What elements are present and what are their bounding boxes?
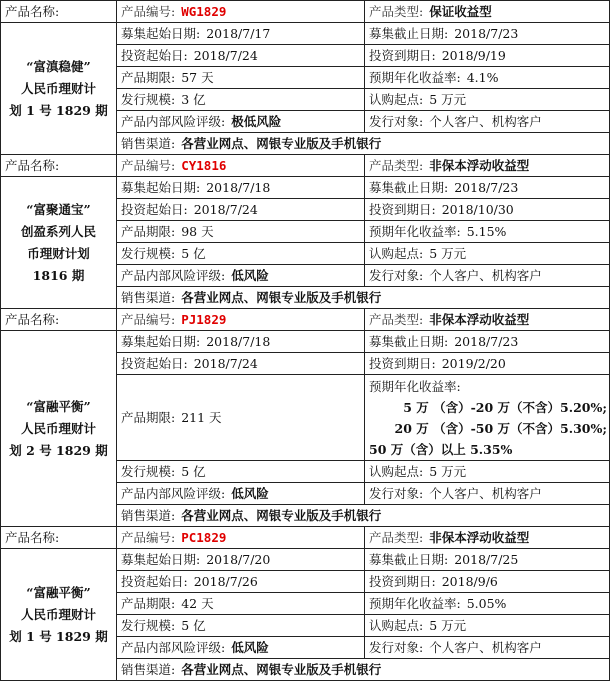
yield-cell: 预期年化收益率: 5 万 （含）-20 万（不含）5.20%; 20 万 （含）-50 万（不含）5.30%; 50 万（含）以上 5.35%	[365, 375, 610, 461]
product-type: 非保本浮动收益型	[429, 157, 530, 173]
product-type: 非保本浮动收益型	[429, 311, 530, 327]
product-block-1	[1, 1, 610, 155]
risk-cell: 产品内部风险评级: 极低风险	[117, 111, 365, 133]
product-code: CY1816	[181, 157, 227, 173]
min-buy-cell: 认购起点: 5 万元	[365, 461, 610, 483]
product-type-cell: 产品类型: 非保本浮动收益型	[365, 527, 610, 549]
product-block-3	[1, 309, 610, 527]
risk-cell: 产品内部风险评级: 低风险	[117, 265, 365, 287]
product-type: 非保本浮动收益型	[429, 529, 530, 545]
product-code-cell: 产品编号: CY1816	[117, 155, 365, 177]
product-code-cell: 产品编号: PJ1829	[117, 309, 365, 331]
term-cell: 产品期限: 98 天	[117, 221, 365, 243]
channel-cell: 销售渠道: 各营业网点、网银专业版及手机银行	[117, 659, 610, 681]
product-code: PC1829	[181, 529, 227, 545]
raise-end-cell: 募集截止日期: 2018/7/25	[365, 549, 610, 571]
raise-end-cell: 募集截止日期: 2018/7/23	[365, 331, 610, 353]
scale-cell: 发行规模: 5 亿	[117, 461, 365, 483]
min-buy-cell: 认购起点: 5 万元	[365, 615, 610, 637]
table-row	[1, 1, 610, 23]
risk-cell: 产品内部风险评级: 低风险	[117, 483, 365, 505]
invest-end-cell: 投资到期日: 2018/9/6	[365, 571, 610, 593]
invest-end-cell: 投资到期日: 2019/2/20	[365, 353, 610, 375]
product-name-label: 产品名称:	[1, 1, 117, 23]
table-row	[1, 155, 610, 177]
product-name-label: 产品名称:	[1, 155, 117, 177]
product-code-cell: 产品编号: PC1829	[117, 527, 365, 549]
min-buy-cell: 认购起点: 5 万元	[365, 243, 610, 265]
table-row	[1, 527, 610, 549]
table-row	[1, 23, 610, 45]
target-cell: 发行对象: 个人客户、机构客户	[365, 111, 610, 133]
target-cell: 发行对象: 个人客户、机构客户	[365, 265, 610, 287]
scale-cell: 发行规模: 5 亿	[117, 243, 365, 265]
product-block-2	[1, 155, 610, 309]
term-cell: 产品期限: 57 天	[117, 67, 365, 89]
risk-cell: 产品内部风险评级: 低风险	[117, 637, 365, 659]
invest-start-cell: 投资起始日: 2018/7/24	[117, 45, 365, 67]
raise-end-cell: 募集截止日期: 2018/7/23	[365, 177, 610, 199]
product-block-4	[1, 527, 610, 681]
product-type: 保证收益型	[429, 3, 492, 19]
table-row	[1, 177, 610, 199]
product-code-cell: 产品编号: WG1829	[117, 1, 365, 23]
raise-start-cell: 募集起始日期: 2018/7/18	[117, 331, 365, 353]
invest-start-cell: 投资起始日: 2018/7/26	[117, 571, 365, 593]
product-name-label: 产品名称:	[1, 309, 117, 331]
product-name-label: 产品名称:	[1, 527, 117, 549]
yield-cell: 预期年化收益率: 5.05%	[365, 593, 610, 615]
raise-start-cell: 募集起始日期: 2018/7/18	[117, 177, 365, 199]
invest-end-cell: 投资到期日: 2018/9/19	[365, 45, 610, 67]
invest-start-cell: 投资起始日: 2018/7/24	[117, 353, 365, 375]
term-cell: 产品期限: 211 天	[117, 375, 365, 461]
product-code: PJ1829	[181, 311, 227, 327]
yield-tier: 50 万（含）以上 5.35%	[369, 442, 513, 457]
table-row	[1, 331, 610, 353]
raise-start-cell: 募集起始日期: 2018/7/20	[117, 549, 365, 571]
table-row	[1, 309, 610, 331]
product-name: “富融平衡” 人民币理财计 划 1 号 1829 期	[1, 549, 117, 681]
scale-cell: 发行规模: 3 亿	[117, 89, 365, 111]
yield-cell: 预期年化收益率: 5.15%	[365, 221, 610, 243]
product-name: “富融平衡” 人民币理财计 划 2 号 1829 期	[1, 331, 117, 527]
product-type-cell: 产品类型: 保证收益型	[365, 1, 610, 23]
invest-start-cell: 投资起始日: 2018/7/24	[117, 199, 365, 221]
table-row	[1, 549, 610, 571]
raise-start-cell: 募集起始日期: 2018/7/17	[117, 23, 365, 45]
target-cell: 发行对象: 个人客户、机构客户	[365, 637, 610, 659]
product-name: “富滇稳健” 人民币理财计 划 1 号 1829 期	[1, 23, 117, 155]
yield-tier: 5 万 （含）-20 万（不含）5.20%;	[403, 400, 607, 415]
yield-cell: 预期年化收益率: 4.1%	[365, 67, 610, 89]
channel-cell: 销售渠道: 各营业网点、网银专业版及手机银行	[117, 287, 610, 309]
product-type-cell: 产品类型: 非保本浮动收益型	[365, 309, 610, 331]
product-code: WG1829	[181, 3, 227, 19]
target-cell: 发行对象: 个人客户、机构客户	[365, 483, 610, 505]
term-cell: 产品期限: 42 天	[117, 593, 365, 615]
yield-tier: 20 万 （含）-50 万（不含）5.30%;	[394, 421, 607, 436]
invest-end-cell: 投资到期日: 2018/10/30	[365, 199, 610, 221]
channel-cell: 销售渠道: 各营业网点、网银专业版及手机银行	[117, 133, 610, 155]
product-name: “富聚通宝” 创盈系列人民 币理财计划 1816 期	[1, 177, 117, 309]
product-type-cell: 产品类型: 非保本浮动收益型	[365, 155, 610, 177]
scale-cell: 发行规模: 5 亿	[117, 615, 365, 637]
min-buy-cell: 认购起点: 5 万元	[365, 89, 610, 111]
channel-cell: 销售渠道: 各营业网点、网银专业版及手机银行	[117, 505, 610, 527]
raise-end-cell: 募集截止日期: 2018/7/23	[365, 23, 610, 45]
